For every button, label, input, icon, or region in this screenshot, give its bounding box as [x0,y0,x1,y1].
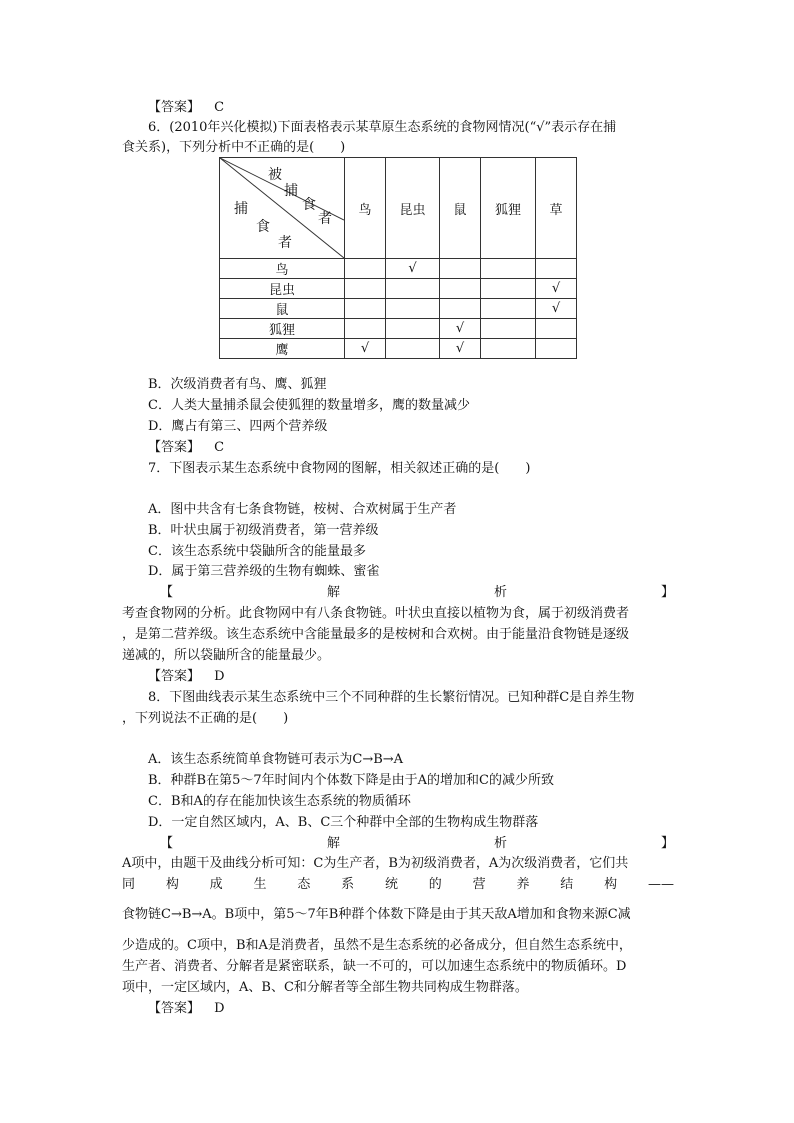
analysis-char: 析 [493,836,507,851]
q5-answer [148,99,224,117]
q7-analysis-header [160,584,674,602]
q8-analysis-line: 项中，一定区域内，A、B、C和分解者等全部生物共同构成生物群落。 [122,980,528,995]
table-cell [536,319,577,339]
q6-option-b: B．次级消费者有鸟、鹰、狐狸 [148,377,327,392]
analysis-char: 同 [122,877,136,892]
table-cell: √ [536,279,577,299]
answer-label: 【答案】 [148,669,201,684]
q7-answer [148,668,225,686]
analysis-char: 的 [428,877,442,892]
table-row [220,319,577,339]
analysis-char: 构 [604,877,618,892]
header-predator-char: 捕 [234,201,248,217]
table-row [220,279,577,299]
analysis-char: 态 [297,877,311,892]
analysis-char: 析 [493,585,507,600]
q6-option-d: D．鹰占有第三、四两个营养级 [148,419,328,434]
header-predator-char: 者 [278,235,292,251]
analysis-char: 解 [326,836,340,851]
q8-analysis-line: 少造成的。C项中，B和A是消费者，虽然不是生态系统的必备成分，但自然生态系统中， [122,938,632,953]
answer-value: D [214,669,225,684]
analysis-char: 养 [516,877,530,892]
analysis-char: 解 [326,585,340,600]
table-row [220,339,577,359]
analysis-bracket-close: 】 [660,836,674,851]
q8-option-d: D．一定自然区域内，A、B、C三个种群中全部的生物构成生物群落 [148,815,539,830]
q7-analysis-line: 递减的，所以袋鼬所含的能量最少。 [122,648,331,663]
header-predator-char: 食 [256,219,270,235]
column-header: 草 [536,158,577,259]
analysis-char: 统 [384,877,398,892]
header-prey-char: 捕 [284,183,298,199]
table-row [220,259,577,279]
answer-value: C [214,100,225,115]
q8-analysis-line2 [122,876,674,894]
q8-option-a: A．该生态系统简单食物链可表示为C→B→A [148,752,404,767]
analysis-bracket-close: 】 [660,585,674,600]
table-cell [481,339,536,359]
table-cell: √ [345,339,386,359]
row-header: 昆虫 [220,279,345,299]
analysis-bracket-open: 【 [160,836,174,851]
q8-stem-line1: 8．下图曲线表示某生态系统中三个不同种群的生长繁衍情况。已知种群C是自养生物 [148,690,635,705]
table-cell [386,299,440,319]
table-cell: √ [440,319,481,339]
row-header: 鸟 [220,259,345,279]
q8-analysis-line: 食物链C→B→A。B项中，第5～7年B种群个体数下降是由于其天敌A增加和食物来源C减 [122,907,631,922]
q8-analysis-header [160,835,674,853]
table-cell [536,259,577,279]
table-row [220,299,577,319]
table-cell [386,339,440,359]
q7-analysis-line: ，是第二营养级。该生态系统中含能量最多的是桉树和合欢树。由于能量沿食物链是逐级 [122,627,630,642]
table-cell [345,319,386,339]
q7-option-a: A．图中共含有七条食物链，桉树、合欢树属于生产者 [148,502,457,517]
answer-value: D [214,1001,225,1016]
table-cell [481,319,536,339]
q7-option-d: D．属于第三营养级的生物有蜘蛛、蜜雀 [148,564,380,579]
q8-answer [148,1000,225,1018]
table-cell [440,279,481,299]
table-cell [345,279,386,299]
answer-label: 【答案】 [148,1001,201,1016]
q6-option-c: C．人类大量捕杀鼠会使狐狸的数量增多，鹰的数量减少 [148,398,470,413]
table-cell [536,339,577,359]
analysis-char: 生 [253,877,267,892]
column-header: 鸟 [345,158,386,259]
row-header: 狐狸 [220,319,345,339]
table-cell [386,279,440,299]
column-header: 昆虫 [386,158,440,259]
q7-analysis-line: 考查食物网的分析。此食物网中有八条食物链。叶状虫直接以植物为食，属于初级消费者 [122,606,630,621]
analysis-char: 结 [560,877,574,892]
table-cell [345,299,386,319]
q7-option-c: C．该生态系统中袋鼬所含的能量最多 [148,544,366,559]
q7-stem: 7．下图表示某生态系统中食物网的图解，相关叙述正确的是( ) [148,461,531,476]
table-cell [481,279,536,299]
q8-stem-line2: ，下列说法不正确的是( ) [122,711,289,726]
header-prey-char: 者 [318,211,332,227]
table-cell [440,259,481,279]
analysis-dash: —— [647,877,674,892]
q6-stem-line1: 6．(2010年兴化模拟)下面表格表示某草原生态系统的食物网情况(“√”表示存在捕 [148,120,617,135]
header-prey-char: 食 [302,197,316,213]
table-cell [440,299,481,319]
answer-label: 【答案】 [148,100,201,115]
answer-value: C [214,440,225,455]
q8-analysis-line1: A项中，由题干及曲线分析可知：C为生产者，B为初级消费者，A为次级消费者，它们共 [122,856,629,871]
analysis-char: 构 [165,877,179,892]
diagonal-header-cell [220,158,345,259]
analysis-char: 系 [341,877,355,892]
q8-analysis-line: 生产者、消费者、分解者是紧密联系，缺一不可的，可以加速生态系统中的物质循环。D [122,959,627,974]
table-cell [481,259,536,279]
row-header: 鹰 [220,339,345,359]
q6-answer [148,439,224,457]
table-cell: √ [386,259,440,279]
analysis-char: 成 [209,877,223,892]
table-cell: √ [536,299,577,319]
answer-label: 【答案】 [148,440,201,455]
table-cell [481,299,536,319]
analysis-char: 营 [472,877,486,892]
column-header: 狐狸 [481,158,536,259]
table-cell [386,319,440,339]
food-web-table [219,157,577,359]
q7-option-b: B．叶状虫属于初级消费者，第一营养级 [148,523,379,538]
q6-stem-line2: 食关系)，下列分析中不正确的是( ) [122,140,346,155]
table-cell: √ [440,339,481,359]
row-header: 鼠 [220,299,345,319]
column-header: 鼠 [440,158,481,259]
header-prey-char: 被 [268,167,282,183]
table-cell [345,259,386,279]
q8-option-c: C．B和A的存在能加快该生态系统的物质循环 [148,794,411,809]
q8-option-b: B．种群B在第5～7年时间内个体数下降是由于A的增加和C的减少所致 [148,773,554,788]
analysis-bracket-open: 【 [160,585,174,600]
